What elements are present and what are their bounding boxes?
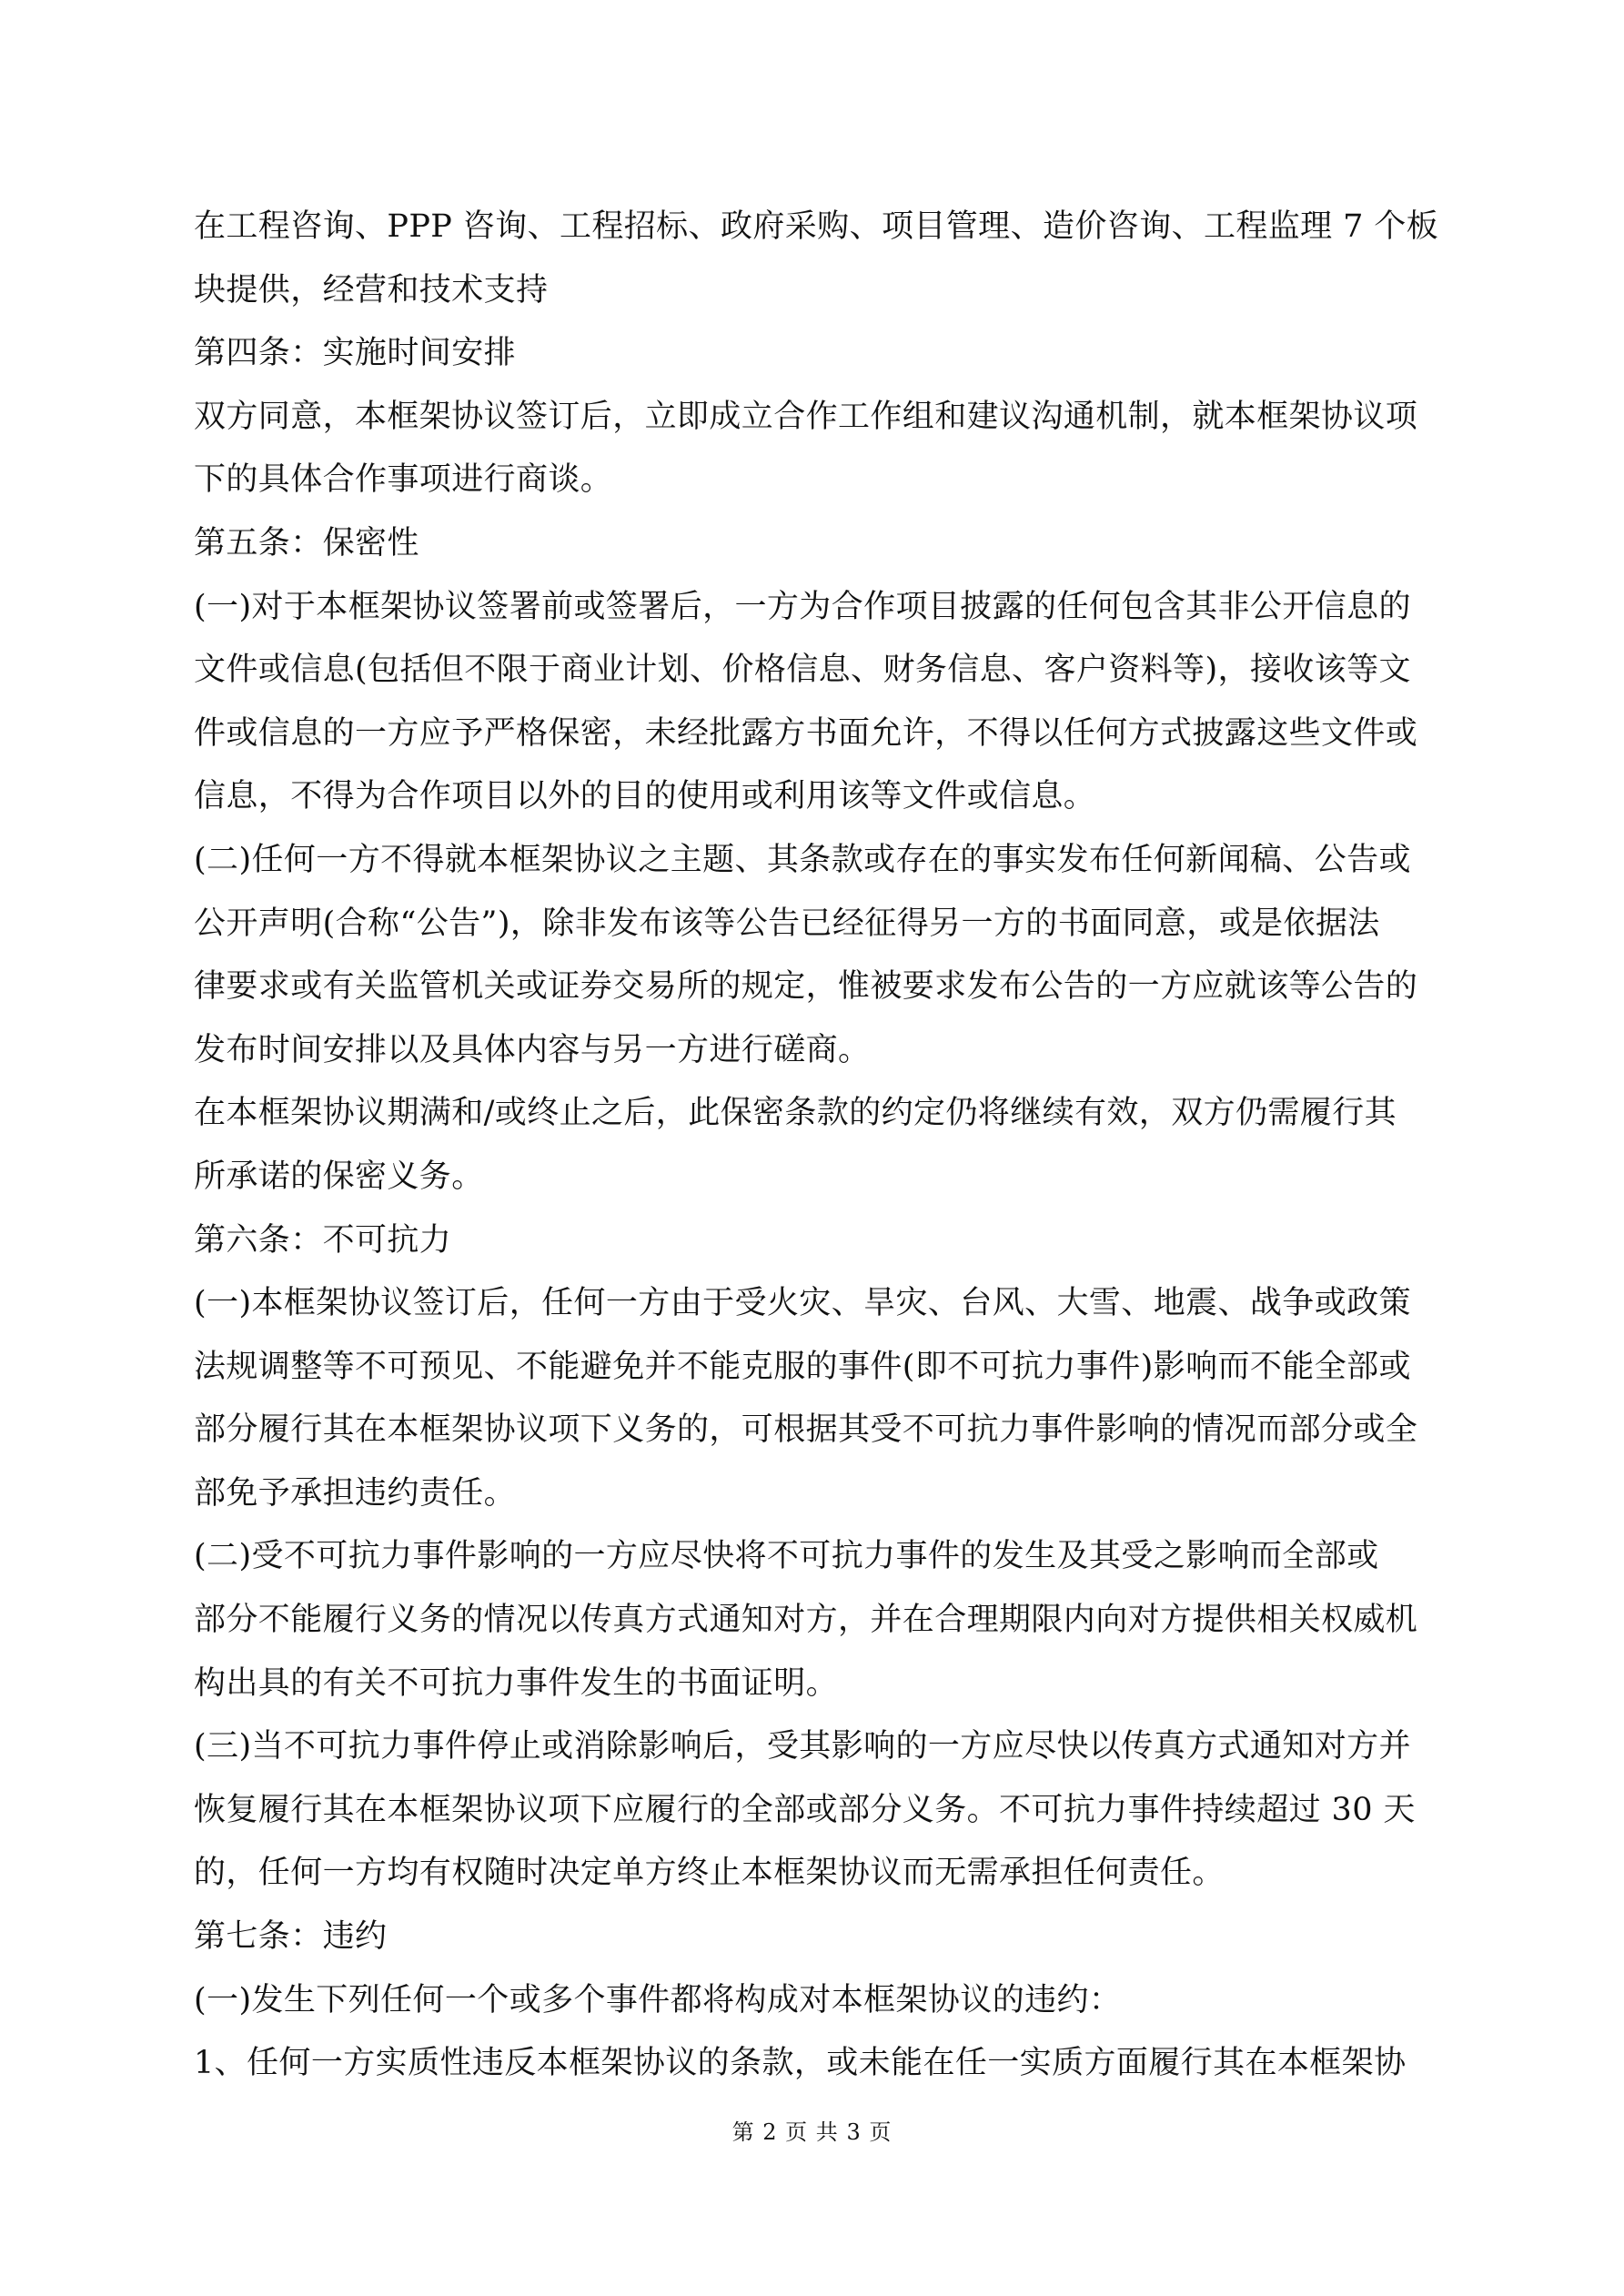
text-line: 下的具体合作事项进行商谈。 [194,461,613,499]
document-body [194,196,1468,2096]
text-line: 在工程咨询、PPP 咨询、工程招标、政府采购、项目管理、造价咨询、工程监理 7 个板 [194,208,1439,245]
article-heading-6: 第六条：不可抗力 [194,1221,452,1259]
text-line: 部分履行其在本框架协议项下义务的，可根据其受不可抗力事件影响的情况而部分或全 [194,1411,1418,1449]
text-line: 文件或信息(包括但不限于商业计划、价格信息、财务信息、客户资料等)，接收该等文 [194,652,1411,689]
page-number-footer: 第 2 页 共 3 页 [731,2119,893,2145]
text-line: 双方同意，本框架协议签订后，立即成立合作工作组和建议沟通机制，就本框架协议项 [194,398,1418,435]
text-line: 发布时间安排以及具体内容与另一方进行磋商。 [194,1031,871,1068]
text-line: (一)本框架协议签订后，任何一方由于受火灾、旱灾、台风、大雪、地震、战争或政策 [194,1285,1411,1322]
text-line: 块提供，经营和技术支持 [194,271,549,308]
text-line: 1、任何一方实质性违反本框架协议的条款，或未能在任一实质方面履行其在本框架协 [194,2045,1407,2082]
text-line: (一)发生下列任何一个或多个事件都将构成对本框架协议的违约： [194,1981,1122,2018]
article-heading-5: 第五条：保密性 [194,524,419,561]
text-line: 部免予承担违约责任。 [194,1474,517,1512]
text-line: (三)当不可抗力事件停止或消除影响后，受其影响的一方应尽快以传真方式通知对方并 [194,1728,1411,1765]
text-line: 在本框架协议期满和/或终止之后，此保密条款的约定仍将继续有效，双方仍需履行其 [194,1095,1397,1132]
text-line: 公开声明(合称“公告”)，除非发布该等公告已经征得另一方的书面同意，或是依据法 [194,905,1380,942]
text-line: 法规调整等不可预见、不能避免并不能克服的事件(即不可抗力事件)影响而不能全部或 [194,1348,1411,1385]
text-line: 部分不能履行义务的情况以传真方式通知对方，并在合理期限内向对方提供相关权威机 [194,1602,1418,1639]
text-line: 的，任何一方均有权随时决定单方终止本框架协议而无需承担任何责任。 [194,1855,1225,1892]
text-line: (二)任何一方不得就本框架协议之主题、其条款或存在的事实发布任何新闻稿、公告或 [194,841,1411,878]
text-line: 构出具的有关不可抗力事件发生的书面证明。 [194,1664,839,1702]
text-line: (二)受不可抗力事件影响的一方应尽快将不可抗力事件的发生及其受之影响而全部或 [194,1538,1379,1575]
article-heading-7: 第七条：违约 [194,1918,388,1956]
text-line: 所承诺的保密义务。 [194,1158,484,1195]
text-line: 信息，不得为合作项目以外的目的使用或利用该等文件或信息。 [194,778,1096,815]
text-line: 律要求或有关监管机关或证券交易所的规定，惟被要求发布公告的一方应就该等公告的 [194,968,1418,1006]
text-line: 件或信息的一方应予严格保密，未经批露方书面允许，不得以任何方式披露这些文件或 [194,714,1418,752]
article-heading-4: 第四条：实施时间安排 [194,335,517,372]
text-line: 恢复履行其在本框架协议项下应履行的全部或部分义务。不可抗力事件持续超过 30 天 [194,1791,1416,1828]
text-line: (一)对于本框架协议签署前或签署后，一方为合作项目披露的任何包含其非公开信息的 [194,588,1411,625]
